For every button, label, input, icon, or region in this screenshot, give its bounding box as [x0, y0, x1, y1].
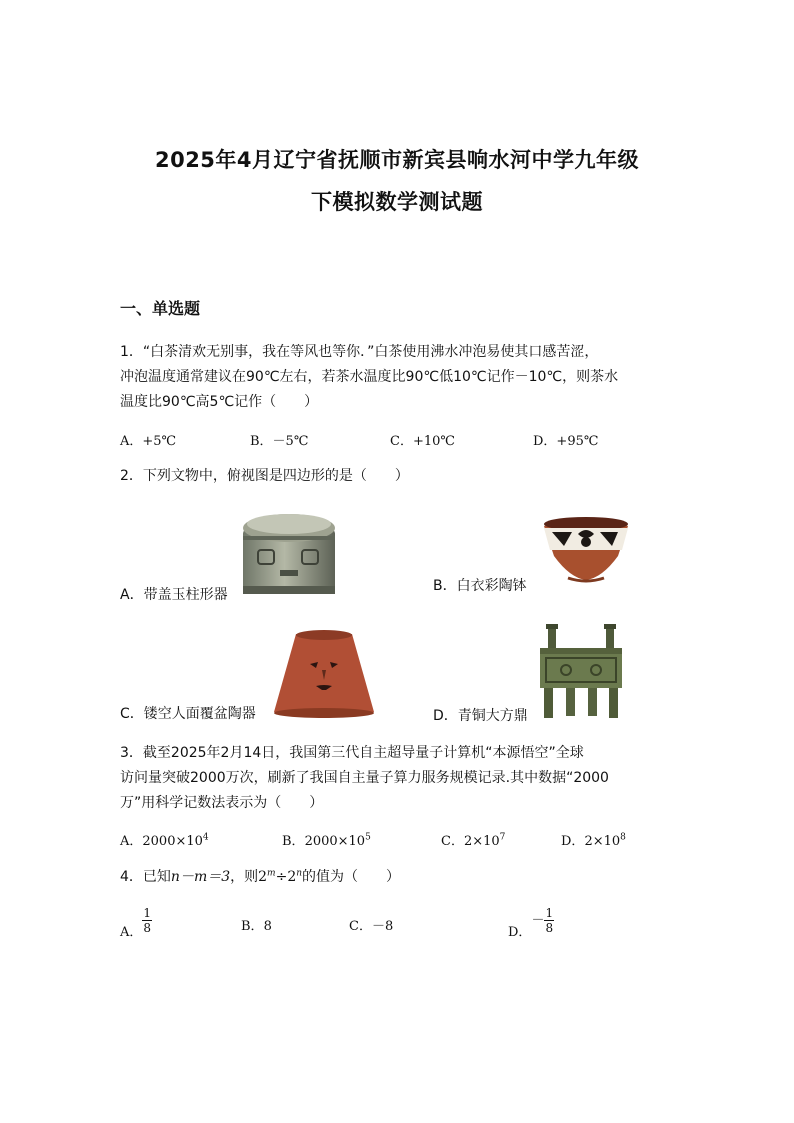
- q4-condition: n－m＝3: [170, 869, 231, 885]
- q4-option-c: [349, 915, 393, 934]
- q4-option-a-label: A．: [120, 925, 143, 940]
- q4-option-d-sign: －: [531, 913, 545, 928]
- question-3-line1: 3．截至2025年2月14日，我国第三代自主超导量子计算机“本源悟空”全球: [120, 745, 584, 761]
- question-1: [120, 340, 680, 415]
- q4-expr-exp-b: n: [296, 868, 303, 879]
- q3-option-b: [282, 830, 371, 849]
- jade-cylinder-image: [240, 506, 338, 598]
- q4-option-a: [120, 906, 152, 940]
- q4-post: 的值为（ ）: [302, 869, 401, 885]
- q4-pre: 4．已知: [120, 869, 171, 885]
- face-pottery-image: [270, 626, 378, 718]
- question-1-line3: 温度比90℃高5℃记作（ ）: [120, 394, 319, 410]
- q3-option-b-label: B．: [282, 834, 305, 849]
- q4-option-a-fraction: [142, 906, 152, 935]
- q3-option-a: [120, 830, 209, 849]
- page-title-line2: 下模拟数学测试题: [311, 190, 483, 214]
- question-4: [120, 865, 680, 890]
- question-2-stem: 2．下列文物中，俯视图是四边形的是（ ）: [120, 468, 409, 484]
- q3-option-c-exp: 7: [499, 832, 506, 843]
- q1-option-c: C．+10℃: [390, 434, 455, 449]
- q2-option-c: C．镂空人面覆盆陶器: [120, 706, 256, 722]
- q4-option-d-fraction: [544, 906, 554, 935]
- q3-option-a-exp: 4: [202, 832, 209, 843]
- q2-option-b: B．白衣彩陶钵: [433, 578, 527, 594]
- q4-option-a-denominator: 8: [143, 921, 152, 935]
- q1-option-d: D．+95℃: [533, 434, 599, 449]
- q2-option-a: A．带盖玉柱形器: [120, 587, 228, 603]
- q3-option-d-base: 2×10: [584, 834, 621, 849]
- q4-option-c-label: C．: [349, 919, 372, 934]
- q3-option-a-label: A．: [120, 834, 143, 849]
- painted-pottery-bowl-image: [538, 512, 634, 584]
- q3-option-d-exp: 8: [620, 832, 626, 843]
- q4-expr-base-a: 2: [258, 869, 268, 885]
- question-3: [120, 741, 680, 816]
- q3-option-a-base: 2000×10: [142, 834, 203, 849]
- question-1-line2: 冲泡温度通常建议在90℃左右，若茶水温度比90℃低10℃记作－10℃，则茶水: [120, 369, 619, 385]
- q2-option-d: D．青铜大方鼎: [433, 708, 528, 724]
- q4-option-a-numerator: 1: [143, 906, 152, 920]
- q1-option-a: A．+5℃: [120, 434, 177, 449]
- q3-option-b-base: 2000×10: [304, 834, 366, 849]
- q4-option-d: [508, 906, 554, 940]
- q3-option-d-label: D．: [561, 834, 585, 849]
- q4-expr-div: ÷2: [275, 869, 297, 885]
- section-heading: 一、单选题: [120, 299, 201, 318]
- q4-option-b: [241, 915, 272, 934]
- bronze-ding-image: [536, 624, 626, 720]
- q4-option-d-label: D．: [508, 925, 532, 940]
- q4-option-d-denominator: 8: [545, 921, 554, 935]
- q4-option-d-numerator: 1: [545, 906, 554, 920]
- q4-option-b-label: B．: [241, 919, 264, 934]
- q3-option-c-label: C．: [441, 834, 464, 849]
- q1-option-b: B．－5℃: [250, 434, 309, 449]
- q4-option-c-value: －8: [371, 919, 394, 934]
- q3-option-c: [441, 830, 505, 849]
- q4-option-b-value: 8: [263, 919, 272, 934]
- page-title-line1: 2025年4月辽宁省抚顺市新宾县响水河中学九年级: [154, 148, 640, 172]
- q3-option-b-exp: 5: [365, 832, 371, 843]
- q3-option-c-base: 2×10: [463, 834, 500, 849]
- q4-expr-exp-a: m: [267, 868, 276, 879]
- question-3-line3: 万”用科学记数法表示为（ ）: [120, 795, 324, 811]
- question-3-line2: 访问量突破2000万次，刷新了我国自主量子算力服务规模记录.其中数据“2000: [120, 770, 609, 786]
- q3-option-d: [561, 830, 626, 849]
- q4-mid: ，则: [230, 869, 259, 885]
- question-1-line1: 1．“白茶清欢无别事，我在等风也等你．”白茶使用沸水冲泡易使其口感苦涩，: [120, 344, 599, 360]
